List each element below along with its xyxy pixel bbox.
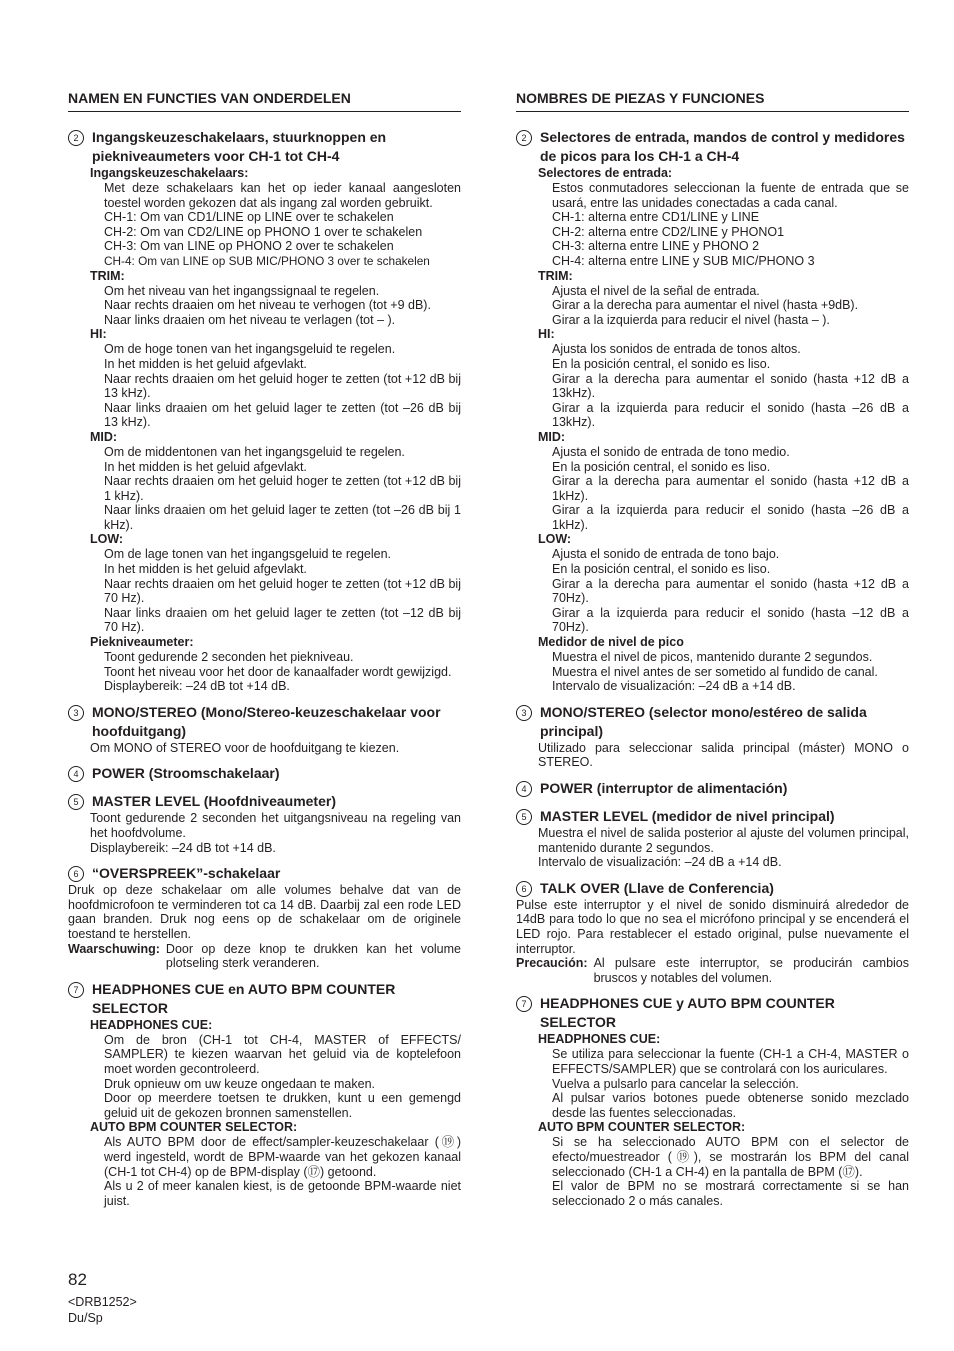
document-code: <DRB1252> (68, 1295, 137, 1309)
section-heading (68, 764, 461, 783)
item-text: Intervalo de visualización: –24 dB a +14 dB. (552, 679, 796, 694)
item-text: In het midden is het geluid afgevlakt. (104, 356, 307, 371)
section-number: 7 (68, 982, 84, 998)
column-spanish (516, 89, 909, 1217)
section-text: Pulse este interruptor y el nivel de sonido disminuirá alrededor de 14dB para todo lo que no sea el micrófono principal y se encenderá el LED rojo. Para restablecer el estado original, pulse nuevamente el interruptor. (516, 897, 909, 956)
section-heading (68, 980, 461, 1018)
item-text: Om de bron (CH-1 tot CH-4, MASTER of EFFECTS/ SAMPLER) te kiezen waarvan het geluid via de koptelefoon moet worden gecontroleerd. (104, 1032, 461, 1076)
section-4 (68, 764, 461, 783)
language-code: Du/Sp (68, 1311, 103, 1325)
item-label: MID: (538, 429, 566, 444)
item-text: CH-2: alterna entre CD2/LINE y PHONO1 (552, 224, 785, 239)
section-heading (516, 807, 909, 826)
item-text: Naar links draaien om het geluid lager te zetten (tot –26 dB bij 13 kHz). (104, 400, 461, 430)
section-body (538, 1032, 909, 1208)
section-number: 5 (516, 809, 532, 825)
item-label: TRIM: (538, 268, 573, 283)
section-7 (516, 994, 909, 1208)
item-text: Toont het niveau voor het door de kanaalfader wordt gewijzigd. (104, 664, 452, 679)
item-text: CH-4: alterna entre LINE y SUB MIC/PHONO 3 (552, 253, 815, 268)
section-4 (516, 779, 909, 798)
section-heading (516, 128, 909, 166)
warning-label: Waarschuwing: (68, 941, 160, 956)
section-2 (68, 128, 461, 694)
item-label: LOW: (538, 532, 572, 547)
item-label: HEADPHONES CUE: (90, 1017, 213, 1032)
item-text: CH-1: alterna entre CD1/LINE y LINE (552, 210, 760, 225)
item-text: Muestra el nivel de picos, mantenido durante 2 segundos. (552, 650, 873, 665)
item-text: Ajusta el sonido de entrada de tono bajo. (552, 547, 780, 562)
item-text: Si se ha seleccionado AUTO BPM con el selector de efecto/muestreador (⑲), se mostrarán los BPM del canal seleccionado (CH-1 a CH-4) en la pantalla de BPM (⑰). (552, 1135, 909, 1179)
item-label: HI: (90, 327, 107, 342)
item-text: Als u 2 of meer kanalen kiest, is de getoonde BPM-waarde niet juist. (104, 1179, 461, 1208)
section-number: 6 (516, 881, 532, 897)
section-2 (516, 128, 909, 694)
section-number: 3 (68, 705, 84, 721)
section-title: MASTER LEVEL (medidor de nivel principal) (540, 808, 835, 824)
section-heading (68, 703, 461, 741)
section-title: Ingangskeuzeschakelaars, stuurknoppen en piekniveaumeters voor CH-1 tot CH-4 (92, 129, 387, 164)
page-number: 82 (68, 1270, 87, 1289)
warning-text: Door op deze knop te drukken kan het volume plotseling sterk veranderen. (165, 941, 461, 971)
item-text: En la posición central, el sonido es liso. (552, 356, 771, 371)
section-number: 5 (68, 794, 84, 810)
section-title: HEADPHONES CUE en AUTO BPM COUNTER SELECTOR (92, 980, 396, 1016)
item-label: MID: (90, 429, 118, 444)
section-title: “OVERSPREEK”-schakelaar (92, 865, 281, 882)
item-text: Estos conmutadores seleccionan la fuente de entrada que se usará, entre las unidades conectadas a cada canal. (552, 181, 909, 210)
column-title: NOMBRES DE PIEZAS Y FUNCIONES (516, 89, 909, 112)
section-6 (68, 864, 461, 971)
section-heading (68, 864, 461, 883)
section-7 (68, 980, 461, 1209)
item-text: Naar links draaien om het geluid lager te zetten (tot –12 dB bij 70 Hz). (104, 605, 461, 635)
item-text: Om de lage tonen van het ingangsgeluid te regelen. (104, 547, 392, 562)
section-heading (516, 879, 909, 898)
item-text: Vuelva a pulsarlo para cancelar la selección. (552, 1076, 799, 1091)
item-label: HI: (538, 327, 555, 342)
item-text: Girar a la derecha para aumentar el nivel (hasta +9dB). (552, 298, 859, 313)
section-title: MONO/STEREO (selector mono/estéreo de salida principal) (540, 703, 867, 739)
item-label: Selectores de entrada: (538, 166, 673, 180)
section-text: Om MONO of STEREO voor de hoofduitgang te kiezen. (90, 740, 400, 755)
section-number: 4 (68, 766, 84, 782)
section-heading (68, 792, 461, 811)
item-text: Ajusta el sonido de entrada de tono medio. (552, 444, 790, 459)
item-text: Al pulsar varios botones puede obtenerse sonido mezclado desde las fuentes seleccionadas. (552, 1091, 909, 1120)
item-text: El valor de BPM no se mostrará correctamente si se han seleccionado 2 o más canales. (552, 1179, 909, 1208)
item-text: Toont gedurende 2 seconden het piekniveau. (104, 650, 354, 665)
item-text: Met deze schakelaars kan het op ieder kanaal aangesloten toestel worden gekozen dat als ingang zal worden gebruikt. (104, 181, 461, 210)
item-text: Ajusta los sonidos de entrada de tonos altos. (552, 342, 801, 357)
section-number: 7 (516, 996, 532, 1012)
column-title: NAMEN EN FUNCTIES VAN ONDERDELEN (68, 89, 461, 112)
item-text: Als AUTO BPM door de effect/sampler-keuzeschakelaar (⑲) werd ingesteld, wordt de BPM-waarde van het gekozen kanaal (CH-1 tot CH-4) op de BPM-display (⑰) getoond. (104, 1135, 461, 1179)
section-number: 4 (516, 781, 532, 797)
item-text: Girar a la derecha para aumentar el sonido (hasta +12 dB a 13kHz). (552, 371, 909, 401)
item-text: Displaybereik: –24 dB tot +14 dB. (104, 679, 290, 694)
section-5 (68, 792, 461, 855)
item-text: Girar a la derecha para aumentar el sonido (hasta +12 dB a 70Hz). (552, 576, 909, 606)
item-text: Girar a la izquierda para reducir el nivel (hasta – ). (552, 312, 830, 327)
item-text: Naar links draaien om het niveau te verlagen (tot – ). (104, 312, 396, 327)
section-5 (516, 807, 909, 870)
section-text: Intervalo de visualización: –24 dB a +14 dB. (538, 855, 782, 870)
item-text: CH-3: alterna entre LINE y PHONO 2 (552, 239, 760, 254)
item-text: In het midden is het geluid afgevlakt. (104, 562, 307, 577)
section-3 (516, 703, 909, 770)
item-text: In het midden is het geluid afgevlakt. (104, 459, 307, 474)
item-text: Ajusta el nivel de la señal de entrada. (552, 283, 760, 298)
item-text: Naar rechts draaien om het geluid hoger te zetten (tot +12 dB bij 1 kHz). (104, 474, 461, 503)
item-text: CH-4: Om van LINE op SUB MIC/PHONO 3 over te schakelen (104, 253, 430, 268)
item-text: Girar a la derecha para aumentar el sonido (hasta +12 dB a 1kHz). (552, 474, 909, 503)
item-text: CH-2: Om van CD2/LINE op PHONO 1 over te schakelen (104, 224, 423, 239)
item-label: AUTO BPM COUNTER SELECTOR: (90, 1120, 298, 1135)
warning-text: Al pulsare este interruptor, se producirán cambios bruscos y notables del volumen. (593, 956, 909, 985)
item-label: HEADPHONES CUE: (538, 1032, 661, 1047)
section-3 (68, 703, 461, 756)
section-heading (68, 128, 461, 166)
item-text: Naar rechts draaien om het niveau te verhogen (tot +9 dB). (104, 298, 431, 313)
warning-note (68, 942, 461, 971)
item-text: Naar links draaien om het geluid lager te zetten (tot –26 dB bij 1 kHz). (104, 503, 461, 532)
section-title: Selectores de entrada, mandos de control y medidores de picos para los CH-1 a CH-4 (540, 129, 905, 164)
item-label: TRIM: (90, 268, 125, 283)
item-text: Muestra el nivel antes de ser sometido al fundido de canal. (552, 664, 878, 679)
item-text: CH-1: Om van CD1/LINE op LINE over te schakelen (104, 210, 394, 225)
item-text: Door op meerdere toetsen te drukken, kunt u een gemengd geluid uit de gekozen bronnen samenstellen. (104, 1091, 461, 1120)
item-label: LOW: (90, 532, 124, 547)
section-heading (516, 994, 909, 1032)
section-number: 2 (516, 130, 532, 146)
section-text: Toont gedurende 2 seconden het uitgangsniveau na regeling van het hoofdvolume. (90, 811, 461, 840)
item-label: Ingangskeuzeschakelaars: (90, 166, 249, 180)
warning-note (516, 956, 909, 985)
item-text: CH-3: Om van LINE op PHONO 2 over te schakelen (104, 239, 394, 254)
section-title: TALK OVER (Llave de Conferencia) (540, 879, 774, 896)
section-title: POWER (interruptor de alimentación) (540, 780, 788, 796)
item-text: Naar rechts draaien om het geluid hoger te zetten (tot +12 dB bij 13 kHz). (104, 371, 461, 401)
item-text: Girar a la izquierda para reducir el sonido (hasta –26 dB a 1kHz). (552, 503, 909, 532)
section-text: Muestra el nivel de salida posterior al ajuste del volumen principal, mantenido durante 2 segundos. (538, 826, 909, 855)
section-heading (516, 779, 909, 798)
section-heading (516, 703, 909, 741)
section-text: Utilizado para seleccionar salida principal (máster) MONO o STEREO. (538, 740, 909, 770)
item-text: En la posición central, el sonido es liso. (552, 562, 771, 577)
section-body (90, 1018, 461, 1209)
item-text: Druk opnieuw om uw keuze ongedaan te maken. (104, 1076, 375, 1091)
section-title: MASTER LEVEL (Hoofdniveaumeter) (92, 793, 336, 810)
item-label: Piekniveaumeter: (90, 635, 194, 650)
section-title: MONO/STEREO (Mono/Stereo-keuzeschakelaar voor hoofduitgang) (92, 703, 441, 739)
section-title: HEADPHONES CUE y AUTO BPM COUNTER SELECTOR (540, 995, 835, 1031)
footer (68, 1294, 137, 1326)
warning-label: Precaución: (516, 956, 588, 971)
item-text: Girar a la izquierda para reducir el sonido (hasta –26 dB a 13kHz). (552, 400, 909, 430)
item-text: En la posición central, el sonido es liso. (552, 459, 771, 474)
section-body (538, 166, 909, 694)
item-text: Naar rechts draaien om het geluid hoger te zetten (tot +12 dB bij 70 Hz). (104, 576, 461, 606)
item-text: Girar a la izquierda para reducir el sonido (hasta –12 dB a 70Hz). (552, 605, 909, 635)
section-6 (516, 879, 909, 986)
item-text: Om het niveau van het ingangssignaal te regelen. (104, 283, 380, 298)
item-text: Om de middentonen van het ingangsgeluid te regelen. (104, 444, 405, 459)
item-text: Se utiliza para seleccionar la fuente (CH-1 a CH-4, MASTER o EFFECTS/SAMPLER) que se controlará con los auriculares. (552, 1047, 909, 1076)
section-number: 3 (516, 705, 532, 721)
item-label: AUTO BPM COUNTER SELECTOR: (538, 1120, 746, 1135)
column-dutch (68, 89, 461, 1217)
section-title: POWER (Stroomschakelaar) (92, 765, 280, 782)
section-text: Displaybereik: –24 dB tot +14 dB. (90, 840, 276, 855)
section-number: 2 (68, 130, 84, 146)
item-text: Om de hoge tonen van het ingangsgeluid te regelen. (104, 342, 396, 357)
section-body (90, 166, 461, 694)
section-number: 6 (68, 866, 84, 882)
item-label: Medidor de nivel de pico (538, 635, 684, 650)
section-text: Druk op deze schakelaar om alle volumes behalve dat van de hoofdmicrofoon te verminderen tot ca 14 dB. Daarbij zal een rode LED gaan branden. Druk nog eens op de schakelaar om de originele toestand te herstellen. (68, 883, 461, 941)
